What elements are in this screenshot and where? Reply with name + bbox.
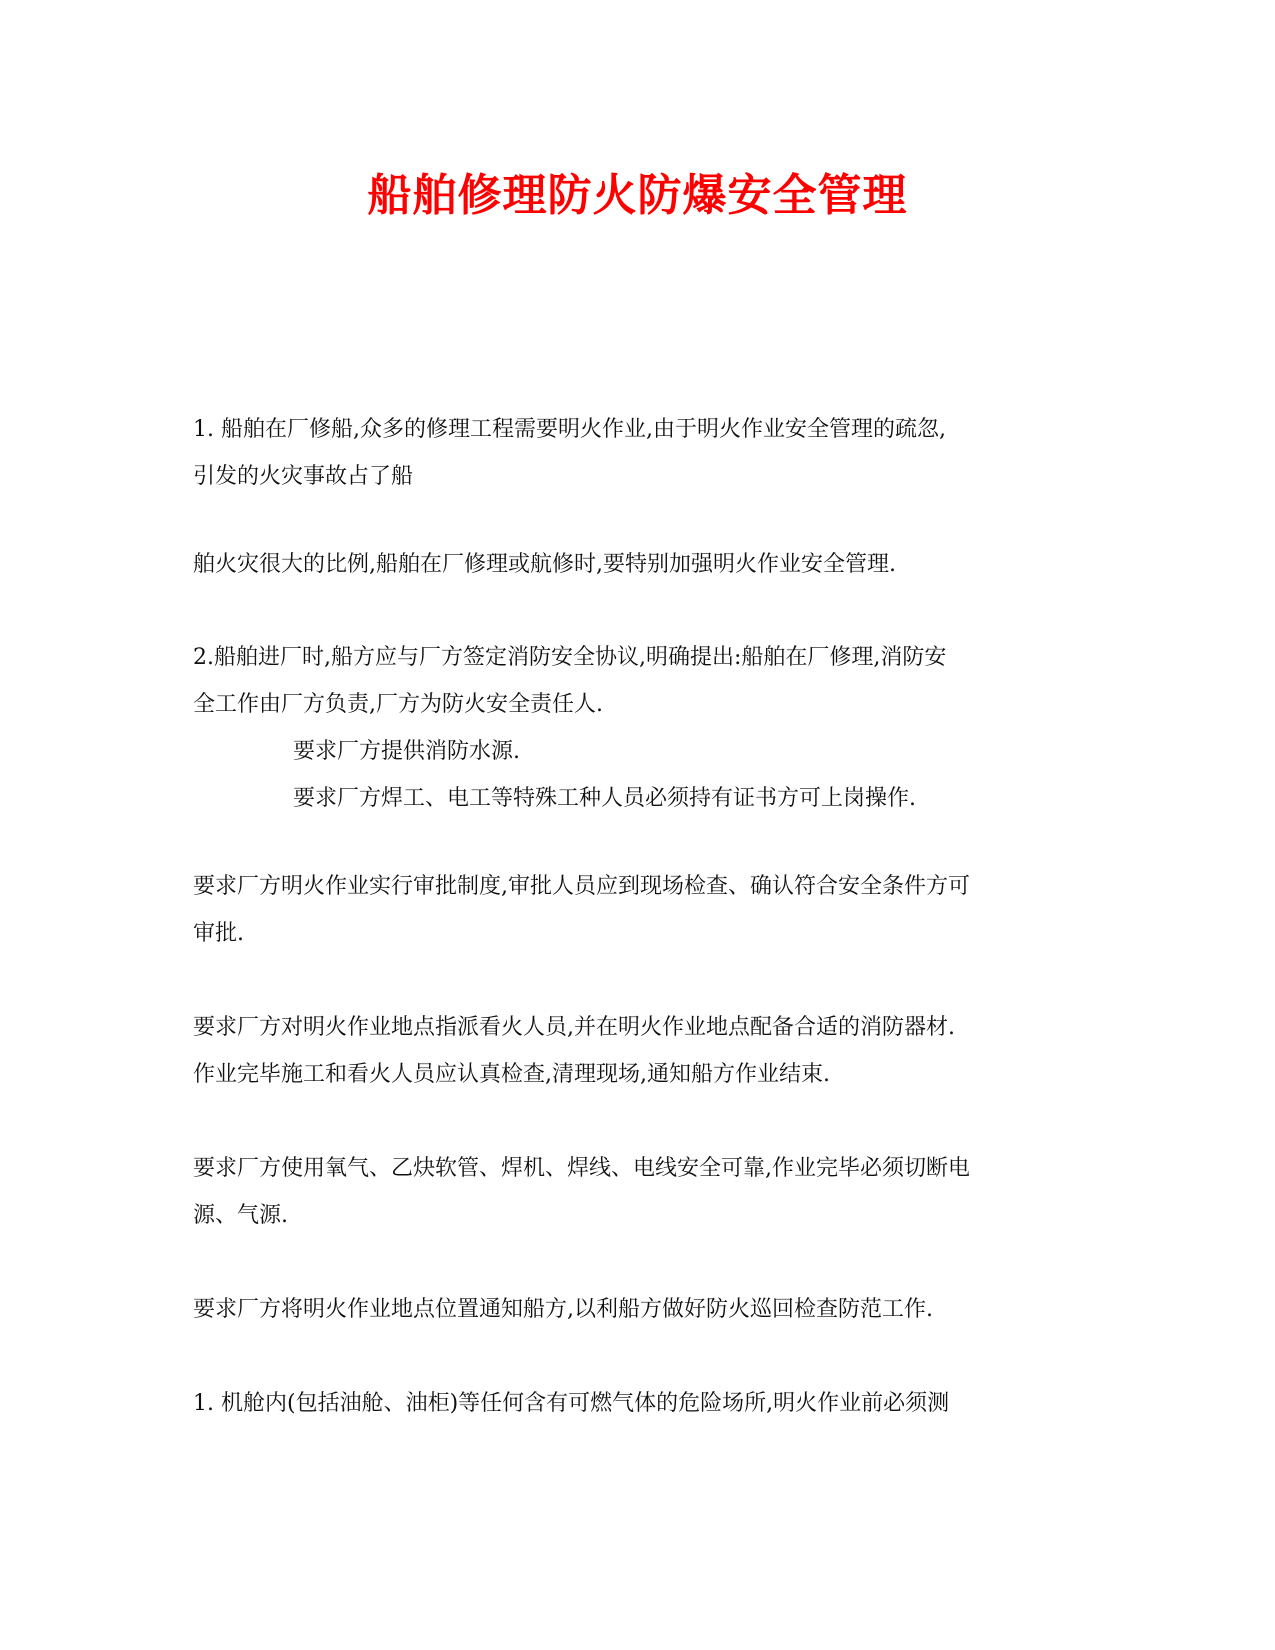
- paragraph-8: [193, 1286, 1093, 1333]
- paragraph-9: [193, 1380, 1093, 1427]
- paragraph-7: [193, 1145, 1093, 1239]
- paragraph-line: 要求厂方提供消防水源.: [293, 739, 520, 764]
- paragraph-line: 1. 船舶在厂修船,众多的修理工程需要明火作业,由于明火作业安全管理的疏忽,: [193, 417, 946, 442]
- paragraph-line: 作业完毕施工和看火人员应认真检查,清理现场,通知船方作业结束.: [193, 1062, 830, 1087]
- paragraph-line: 要求厂方明火作业实行审批制度,审批人员应到现场检查、确认符合安全条件方可: [193, 874, 970, 899]
- paragraph-3: [193, 634, 1093, 728]
- paragraph-line: 要求厂方焊工、电工等特殊工种人员必须持有证书方可上岗操作.: [293, 786, 916, 811]
- paragraph-line: 2.船舶进厂时,船方应与厂方签定消防安全协议,明确提出:船舶在厂修理,消防安: [193, 645, 947, 670]
- paragraph-line: 要求厂方将明火作业地点位置通知船方,以利船方做好防火巡回检查防范工作.: [193, 1297, 933, 1322]
- paragraph-line: 源、气源.: [193, 1203, 288, 1228]
- paragraph-line: 1. 机舱内(包括油舱、油柜)等任何含有可燃气体的危险场所,明火作业前必须测: [193, 1391, 950, 1416]
- paragraph-5: [193, 863, 1093, 957]
- paragraph-1: [193, 406, 1093, 500]
- paragraph-line: 要求厂方对明火作业地点指派看火人员,并在明火作业地点配备合适的消防器材.: [193, 1015, 955, 1040]
- paragraph-line: 舶火灾很大的比例,船舶在厂修理或航修时,要特别加强明火作业安全管理.: [193, 552, 896, 577]
- paragraph-line: 审批.: [193, 921, 244, 946]
- paragraph-line: 引发的火灾事故占了船: [193, 464, 414, 489]
- paragraph-line: 全工作由厂方负责,厂方为防火安全责任人.: [193, 692, 603, 717]
- paragraph-2: [193, 541, 1093, 588]
- page-title: 船舶修理防火防爆安全管理: [367, 170, 908, 221]
- paragraph-6: [193, 1004, 1093, 1098]
- paragraph-line: 要求厂方使用氧气、乙炔软管、焊机、焊线、电线安全可靠,作业完毕必须切断电: [193, 1156, 970, 1181]
- paragraph-4: [293, 728, 1093, 822]
